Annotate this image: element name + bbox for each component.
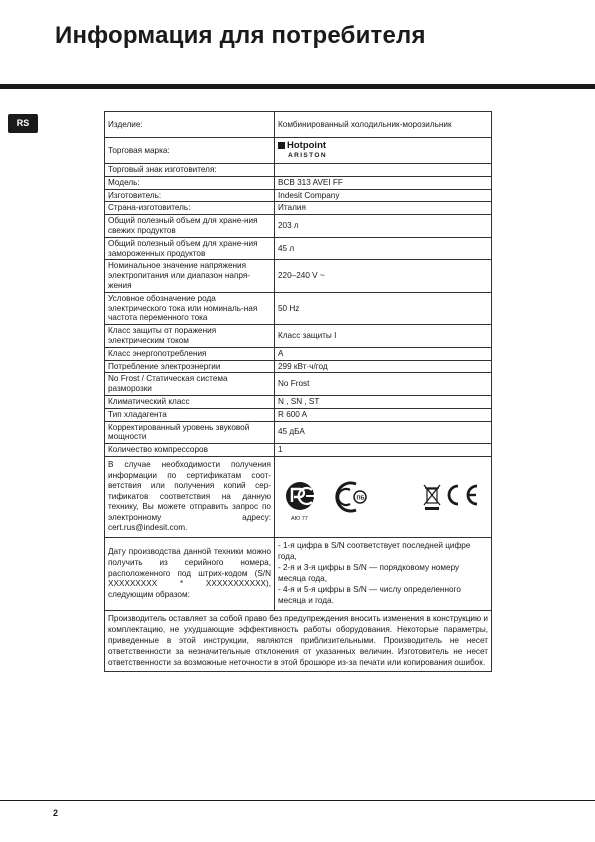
table-row	[105, 176, 492, 189]
row-label: Изделие:	[105, 112, 275, 138]
certification-code: АЮ 77	[291, 516, 308, 522]
table-row	[105, 112, 492, 138]
row-value: 1	[275, 444, 492, 457]
table-row	[105, 202, 492, 215]
row-label: Тип хладагента	[105, 408, 275, 421]
hotpoint-square-icon	[278, 142, 285, 149]
row-value: Италия	[275, 202, 492, 215]
disclaimer-note: Производитель оставляет за собой право без предупреждения вносить изменения в конструкцию и комплектацию, не ухудшающие эффективность работы оборудования. Некоторые параметры, приведенные в этой инструкции, являются приблизительными. Производитель не несет ответственности за незначительные отклонения от указанных величин. Изготовитель не несет ответственности за возможные неточности в этой брошюре из-за печати или копирования ошибок.	[105, 610, 492, 671]
note-row	[105, 610, 492, 671]
certification-marks	[275, 456, 492, 537]
row-label: Потребление электроэнергии	[105, 360, 275, 373]
table-row	[105, 215, 492, 238]
table-row	[105, 325, 492, 348]
header-rule	[0, 84, 595, 89]
row-label: Условное обозначение рода электрического тока или номиналь-ная частота переменного тока	[105, 292, 275, 324]
row-label: Страна-изготовитель:	[105, 202, 275, 215]
table-row	[105, 138, 492, 164]
table-row	[105, 164, 492, 177]
row-label: Торговая марка:	[105, 138, 275, 164]
row-value: No Frost	[275, 373, 492, 396]
hotpoint-logo	[278, 141, 488, 151]
row-value: N , SN , ST	[275, 395, 492, 408]
weee-bin-icon	[424, 485, 440, 510]
serial-line: - 2-я и 3-я цифры в S/N — порядковому номеру месяца года,	[278, 563, 460, 583]
table-row	[105, 408, 492, 421]
row-value: 299 кВт·ч/год	[275, 360, 492, 373]
row-value: Indesit Company	[275, 189, 492, 202]
certification-marks-svg	[278, 466, 488, 528]
spec-table	[104, 111, 492, 672]
table-row	[105, 373, 492, 396]
row-label: Номинальное значение напряжения электропитания или диапазон напря-жения	[105, 260, 275, 292]
row-value: A	[275, 347, 492, 360]
row-label: Корректированный уровень звуковой мощности	[105, 421, 275, 444]
table-row	[105, 421, 492, 444]
serial-explanation	[275, 538, 492, 611]
table-row	[105, 347, 492, 360]
serial-info-text: Дату производства данной техники можно получить из серийного номера, расположенного под штрих-кодом (S/N XXXXXXXXX * XXXXXXXXXXX), следующим образом:	[105, 538, 275, 611]
serial-line: - 1-я цифра в S/N соответствует последней цифре года,	[278, 541, 471, 561]
serial-row	[105, 538, 492, 611]
row-label: Количество компрессоров	[105, 444, 275, 457]
row-label: No Frost / Статическая система разморозки	[105, 373, 275, 396]
hotpoint-wordmark: Hotpoint	[287, 139, 327, 151]
certificate-row	[105, 456, 492, 537]
row-label: Торговый знак изготовителя:	[105, 164, 275, 177]
row-value: 45 л	[275, 237, 492, 260]
row-label: Класс энергопотребления	[105, 347, 275, 360]
row-value: 203 л	[275, 215, 492, 238]
table-row	[105, 189, 492, 202]
brand-logo	[275, 138, 492, 164]
ariston-wordmark: ARISTON	[288, 151, 327, 159]
footer-rule	[0, 800, 595, 801]
ce-mark-icon	[449, 486, 477, 504]
table-row	[105, 444, 492, 457]
row-label: Класс защиты от поражения электрическим током	[105, 325, 275, 348]
language-badge: RS	[8, 114, 38, 133]
table-row	[105, 237, 492, 260]
svg-text:ПБ: ПБ	[356, 495, 365, 502]
table-row	[105, 360, 492, 373]
pct-certification-icon	[286, 482, 316, 510]
row-label: Модель:	[105, 176, 275, 189]
row-value: R 600 A	[275, 408, 492, 421]
row-label: Климатический класс	[105, 395, 275, 408]
table-row	[105, 260, 492, 292]
row-value: BCB 313 AVEI FF	[275, 176, 492, 189]
serial-line: - 4-я и 5-я цифры в S/N — числу определенного месяца и года.	[278, 585, 461, 606]
row-value: Класс защиты I	[275, 325, 492, 348]
row-value: 50 Hz	[275, 292, 492, 324]
row-label: Изготовитель:	[105, 189, 275, 202]
row-value: 45 дБА	[275, 421, 492, 444]
page-number: 2	[53, 808, 59, 818]
row-value	[275, 164, 492, 177]
page-title: Информация для потребителя	[55, 22, 426, 49]
table-row	[105, 395, 492, 408]
row-value: Комбинированный холодильник-морозильник	[275, 112, 492, 138]
fire-safety-certification-icon	[337, 483, 366, 511]
table-row	[105, 292, 492, 324]
certificate-text: В случае необходимости получения информации по сертификатам соот-ветствия или получения копий сер-тификатов соответствия на данную технику, Вы можете отправить запрос по электронному адресу: cert.rus@indesit.com.	[105, 456, 275, 537]
row-value: 220–240 V ~	[275, 260, 492, 292]
row-label: Общий полезный объем для хране-ния замороженных продуктов	[105, 237, 275, 260]
row-label: Общий полезный объем для хране-ния свежих продуктов	[105, 215, 275, 238]
